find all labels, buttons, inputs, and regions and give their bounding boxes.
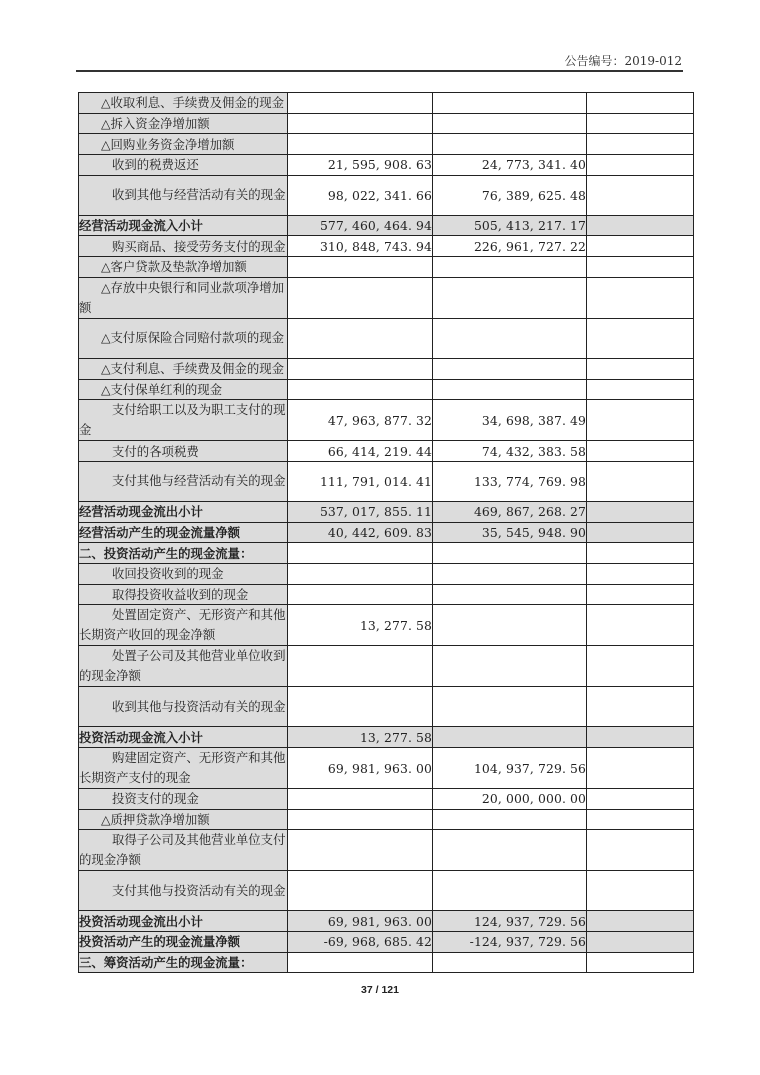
subtotal-row (79, 911, 694, 932)
value-cell-v3 (587, 93, 694, 114)
value-cell-v1 (288, 830, 433, 871)
value-cell-v3 (587, 257, 694, 278)
row-label: 购建固定资产、无形资产和其他长期资产支付的现金 (79, 748, 288, 789)
value-cell-v2 (433, 134, 587, 155)
row-label: 投资活动产生的现金流量净额 (79, 932, 288, 953)
value-cell-v1 (288, 646, 433, 687)
value-cell-v1: 13, 277. 58 (288, 727, 433, 748)
row-label: △支付保单红利的现金 (79, 379, 288, 400)
table-row (79, 155, 694, 176)
table-row (79, 748, 694, 789)
row-label: 支付给职工以及为职工支付的现金 (79, 400, 288, 441)
row-label: 三、筹资活动产生的现金流量： (79, 952, 288, 973)
row-label: 支付其他与经营活动有关的现金 (79, 461, 288, 501)
value-cell-v3 (587, 932, 694, 953)
value-cell-v3 (587, 236, 694, 257)
value-cell-v1 (288, 134, 433, 155)
table-row (79, 441, 694, 462)
value-cell-v3 (587, 155, 694, 176)
value-cell-v3 (587, 441, 694, 462)
row-label: 支付的各项税费 (79, 441, 288, 462)
value-cell-v2 (433, 952, 587, 973)
row-label: 投资支付的现金 (79, 789, 288, 810)
value-cell-v2: 76, 389, 625. 48 (433, 175, 587, 215)
value-cell-v2: 74, 432, 383. 58 (433, 441, 587, 462)
row-label: 处置子公司及其他营业单位收到的现金净额 (79, 646, 288, 687)
table-row (79, 687, 694, 727)
value-cell-v1 (288, 952, 433, 973)
table-row (79, 257, 694, 278)
table-row (79, 871, 694, 911)
value-cell-v2: 104, 937, 729. 56 (433, 748, 587, 789)
value-cell-v3 (587, 646, 694, 687)
value-cell-v2 (433, 871, 587, 911)
value-cell-v2: 20, 000, 000. 00 (433, 789, 587, 810)
subtotal-row (79, 501, 694, 522)
value-cell-v1: 69, 981, 963. 00 (288, 748, 433, 789)
value-cell-v1 (288, 379, 433, 400)
value-cell-v2 (433, 543, 587, 564)
value-cell-v1: 111, 791, 014. 41 (288, 461, 433, 501)
subtotal-row (79, 215, 694, 236)
value-cell-v2 (433, 379, 587, 400)
value-cell-v1: 537, 017, 855. 11 (288, 501, 433, 522)
document-number: 公告编号：2019-012 (564, 54, 682, 68)
table-row (79, 175, 694, 215)
header-rule (76, 70, 683, 72)
value-cell-v1: 13, 277. 58 (288, 605, 433, 646)
value-cell-v1 (288, 93, 433, 114)
value-cell-v2: 35, 545, 948. 90 (433, 522, 587, 543)
value-cell-v3 (587, 952, 694, 973)
row-label: 收到的税费返还 (79, 155, 288, 176)
row-label: 经营活动现金流出小计 (79, 501, 288, 522)
table-row (79, 277, 694, 318)
value-cell-v3 (587, 134, 694, 155)
value-cell-v1: 40, 442, 609. 83 (288, 522, 433, 543)
row-label: 购买商品、接受劳务支付的现金 (79, 236, 288, 257)
value-cell-v1 (288, 809, 433, 830)
value-cell-v2 (433, 687, 587, 727)
value-cell-v1 (288, 257, 433, 278)
row-label: △支付利息、手续费及佣金的现金 (79, 358, 288, 379)
row-label: △客户贷款及垫款净增加额 (79, 257, 288, 278)
row-label: 取得子公司及其他营业单位支付的现金净额 (79, 830, 288, 871)
value-cell-v3 (587, 584, 694, 605)
table-row (79, 830, 694, 871)
row-label: 经营活动产生的现金流量净额 (79, 522, 288, 543)
row-label: 投资活动现金流出小计 (79, 911, 288, 932)
value-cell-v1: 66, 414, 219. 44 (288, 441, 433, 462)
table-row (79, 584, 694, 605)
table-row (79, 605, 694, 646)
value-cell-v3 (587, 113, 694, 134)
value-cell-v2 (433, 605, 587, 646)
value-cell-v3 (587, 318, 694, 358)
section-header-row (79, 543, 694, 564)
value-cell-v2: 469, 867, 268. 27 (433, 501, 587, 522)
value-cell-v1 (288, 871, 433, 911)
value-cell-v2 (433, 727, 587, 748)
value-cell-v3 (587, 748, 694, 789)
row-label: 收回投资收到的现金 (79, 563, 288, 584)
section-header-row (79, 952, 694, 973)
value-cell-v2 (433, 358, 587, 379)
value-cell-v2: 124, 937, 729. 56 (433, 911, 587, 932)
value-cell-v2 (433, 277, 587, 318)
table-row (79, 93, 694, 114)
value-cell-v3 (587, 400, 694, 441)
table-row (79, 236, 694, 257)
value-cell-v1 (288, 789, 433, 810)
value-cell-v2 (433, 257, 587, 278)
cash-flow-table (78, 92, 694, 973)
value-cell-v3 (587, 277, 694, 318)
table-row (79, 358, 694, 379)
value-cell-v1: 69, 981, 963. 00 (288, 911, 433, 932)
row-label: 经营活动现金流入小计 (79, 215, 288, 236)
row-label: 取得投资收益收到的现金 (79, 584, 288, 605)
value-cell-v3 (587, 789, 694, 810)
value-cell-v3 (587, 543, 694, 564)
table-row (79, 789, 694, 810)
value-cell-v2 (433, 646, 587, 687)
row-label: △支付原保险合同赔付款项的现金 (79, 318, 288, 358)
subtotal-row (79, 522, 694, 543)
row-label: △收取利息、手续费及佣金的现金 (79, 93, 288, 114)
value-cell-v3 (587, 501, 694, 522)
value-cell-v2: 226, 961, 727. 22 (433, 236, 587, 257)
value-cell-v1: 310, 848, 743. 94 (288, 236, 433, 257)
value-cell-v3 (587, 687, 694, 727)
value-cell-v1: 577, 460, 464. 94 (288, 215, 433, 236)
value-cell-v1 (288, 563, 433, 584)
value-cell-v3 (587, 563, 694, 584)
value-cell-v2 (433, 563, 587, 584)
value-cell-v3 (587, 215, 694, 236)
table-row (79, 563, 694, 584)
table-row (79, 461, 694, 501)
value-cell-v2 (433, 830, 587, 871)
table-row (79, 379, 694, 400)
value-cell-v3 (587, 522, 694, 543)
value-cell-v2 (433, 584, 587, 605)
value-cell-v3 (587, 605, 694, 646)
value-cell-v3 (587, 727, 694, 748)
table-row (79, 318, 694, 358)
value-cell-v2 (433, 318, 587, 358)
value-cell-v2: 133, 774, 769. 98 (433, 461, 587, 501)
table-row (79, 400, 694, 441)
row-label: 收到其他与投资活动有关的现金 (79, 687, 288, 727)
row-label: 投资活动现金流入小计 (79, 727, 288, 748)
table-row (79, 134, 694, 155)
value-cell-v3 (587, 911, 694, 932)
row-label: △存放中央银行和同业款项净增加额 (79, 277, 288, 318)
value-cell-v3 (587, 358, 694, 379)
value-cell-v1: 98, 022, 341. 66 (288, 175, 433, 215)
value-cell-v2: 24, 773, 341. 40 (433, 155, 587, 176)
value-cell-v1: -69, 968, 685. 42 (288, 932, 433, 953)
table-row (79, 646, 694, 687)
value-cell-v1 (288, 318, 433, 358)
value-cell-v3 (587, 461, 694, 501)
row-label: △拆入资金净增加额 (79, 113, 288, 134)
row-label: △回购业务资金净增加额 (79, 134, 288, 155)
value-cell-v2: 34, 698, 387. 49 (433, 400, 587, 441)
table-row (79, 113, 694, 134)
value-cell-v3 (587, 809, 694, 830)
value-cell-v1 (288, 358, 433, 379)
table-row (79, 809, 694, 830)
row-label: 处置固定资产、无形资产和其他长期资产收回的现金净额 (79, 605, 288, 646)
subtotal-row (79, 932, 694, 953)
value-cell-v2 (433, 93, 587, 114)
value-cell-v1 (288, 113, 433, 134)
value-cell-v3 (587, 379, 694, 400)
value-cell-v2 (433, 113, 587, 134)
row-label: 二、投资活动产生的现金流量： (79, 543, 288, 564)
row-label: 收到其他与经营活动有关的现金 (79, 175, 288, 215)
value-cell-v1 (288, 687, 433, 727)
value-cell-v1 (288, 543, 433, 564)
value-cell-v3 (587, 830, 694, 871)
value-cell-v1 (288, 277, 433, 318)
value-cell-v3 (587, 871, 694, 911)
value-cell-v2: -124, 937, 729. 56 (433, 932, 587, 953)
subtotal-row (79, 727, 694, 748)
row-label: △质押贷款净增加额 (79, 809, 288, 830)
value-cell-v1: 21, 595, 908. 63 (288, 155, 433, 176)
value-cell-v2 (433, 809, 587, 830)
value-cell-v1: 47, 963, 877. 32 (288, 400, 433, 441)
value-cell-v3 (587, 175, 694, 215)
page-number: 37 / 121 (361, 984, 399, 996)
value-cell-v1 (288, 584, 433, 605)
value-cell-v2: 505, 413, 217. 17 (433, 215, 587, 236)
row-label: 支付其他与投资活动有关的现金 (79, 871, 288, 911)
